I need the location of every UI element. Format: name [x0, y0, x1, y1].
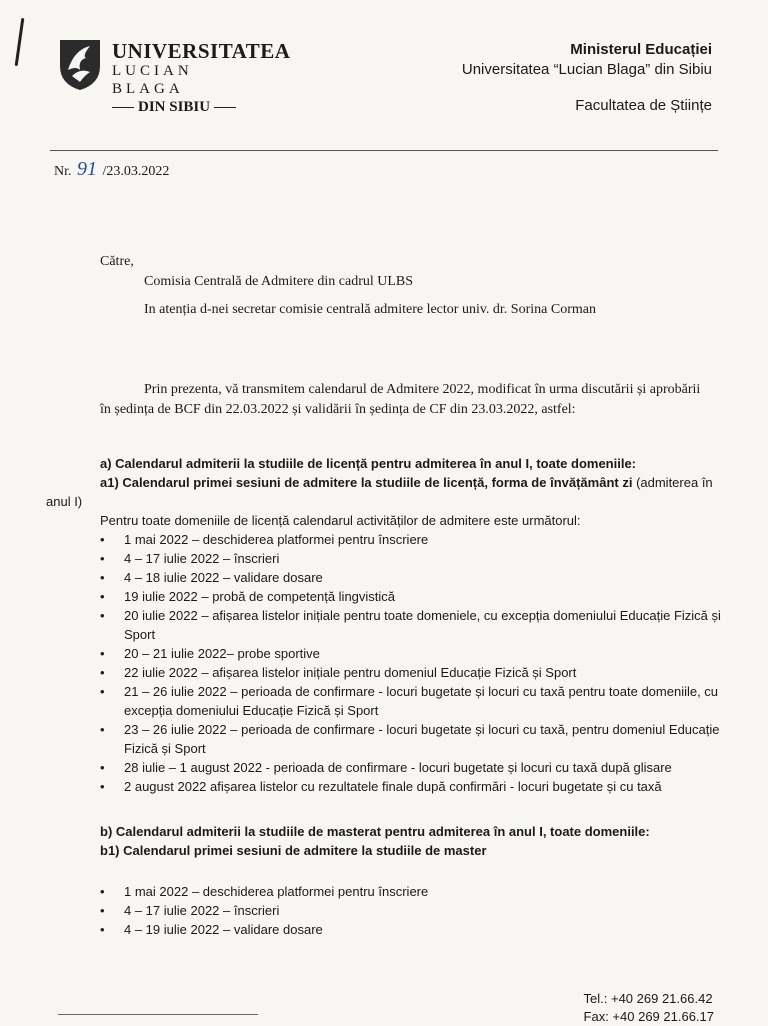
section-a [46, 454, 728, 796]
list-item-text: – probă de competență lingvistică [197, 589, 396, 604]
section-a1-title: a1) Calendarul primei sesiuni de admitere la studiile de licență, forma de învățământ zi [100, 475, 633, 490]
list-item [100, 568, 728, 587]
list-item-date: 2 august 2022 [124, 779, 207, 794]
wordmark-rule-right [214, 107, 236, 108]
faculty-name: Facultatea de Științe [575, 97, 712, 114]
ministry-name: Ministerul Educației [570, 41, 712, 58]
list-item [100, 920, 728, 939]
list-item [100, 901, 728, 920]
wordmark-line-1: UNIVERSITATEA [112, 39, 291, 63]
list-item-text: afișarea listelor cu rezultatele finale după confirmări - locuri bugetate și cu taxă [206, 779, 662, 794]
list-item [100, 606, 728, 644]
section-b1-title: b1) Calendarul primei sesiuni de admitere la studiile de master [100, 843, 487, 858]
registration-number [54, 158, 169, 181]
section-b-title: b) Calendarul admiterii la studiile de masterat pentru admiterea în anul I, toate domeniile: [100, 824, 650, 839]
wordmark-rule-left [112, 107, 134, 108]
reference-prefix: Nr. [54, 164, 72, 179]
list-item [100, 758, 728, 777]
section-a-title: a) Calendarul admiterii la studiile de licență pentru admiterea în anul I, toate domeniile: [100, 456, 637, 471]
phone-number: Tel.: +40 269 21.66.42 [583, 991, 713, 1006]
list-item [100, 777, 728, 796]
section-a1-heading [46, 473, 728, 511]
list-item-text: – perioada de confirmare - locuri bugetate și locuri cu taxă pentru toate domeniile, cu excepția domeniului Educație Fizică și Sport [124, 684, 719, 718]
section-a-lead: Pentru toate domeniile de licență calendarul activităților de admitere este următorul: [100, 513, 581, 528]
institution-header [462, 40, 712, 116]
list-item-date: 4 – 17 iulie 2022 [124, 551, 220, 566]
list-item-date: 23 – 26 iulie 2022 [124, 722, 227, 737]
section-a-list [46, 530, 728, 796]
list-item-date: 4 – 17 iulie 2022 [124, 903, 220, 918]
list-item-text: – deschiderea platformei pentru înscriere [188, 884, 429, 899]
list-item [100, 530, 728, 549]
greeting: Către, [100, 254, 134, 269]
list-item-date: 20 – 21 iulie 2022 [124, 646, 227, 661]
intro-paragraph: Prin prezenta, vă transmitem calendarul de Admitere 2022, modificat în urma discutării și aprobării în ședința de BCF din 22.03.2022 și validării în ședința de CF din 23.03.2022, astfel: [100, 382, 701, 417]
list-item [100, 549, 728, 568]
list-item-text: – perioada de confirmare - locuri bugetate și locuri cu taxă, pentru domeniul Educație Fizică și Sport [124, 722, 720, 756]
list-item-text: – validare dosare [219, 922, 323, 937]
university-wordmark [112, 39, 291, 116]
list-item [100, 663, 728, 682]
list-item [100, 882, 728, 901]
list-item-date: 19 iulie 2022 [124, 589, 198, 604]
list-item-text: – afișarea listelor inițiale pentru domeniul Educație Fizică și Sport [197, 665, 577, 680]
list-item [100, 644, 728, 663]
list-item-text: – înscrieri [219, 551, 280, 566]
fax-number: Fax: +40 269 21.66.17 [583, 1009, 714, 1024]
section-b [46, 822, 728, 939]
wordmark-line-2: LUCIAN BLAGA [112, 63, 193, 97]
list-item-text: - perioada de confirmare - locuri bugetate și locuri cu taxă după glisare [262, 760, 672, 775]
reference-date: /23.03.2022 [102, 164, 170, 179]
list-item-date: 4 – 19 iulie 2022 [124, 922, 220, 937]
list-item-text: – deschiderea platformei pentru înscriere [188, 532, 429, 547]
recipient-line-2: In atenția d-nei secretar comisie centrală admitere lector univ. dr. Sorina Corman [144, 302, 596, 317]
university-logo-icon [56, 36, 104, 92]
list-item-date: 1 mai 2022 [124, 884, 189, 899]
list-item-date: 4 – 18 iulie 2022 [124, 570, 220, 585]
list-item-text: – probe sportive [226, 646, 320, 661]
list-item-text: – afișarea listelor inițiale pentru toate domeniele, cu excepția domeniului Educație Fizică și Sport [124, 608, 721, 642]
handwritten-mark [15, 18, 25, 66]
list-item [100, 682, 728, 720]
section-b-list [46, 882, 728, 939]
list-item [100, 587, 728, 606]
contact-block [584, 990, 714, 1026]
university-full-name: Universitatea “Lucian Blaga” din Sibiu [461, 61, 712, 78]
list-item [100, 720, 728, 758]
section-a1-note: (admiterea în anul I) [46, 475, 713, 509]
list-item-date: 21 – 26 iulie 2022 [124, 684, 227, 699]
wordmark-line-3 [112, 98, 272, 116]
list-item-date: 20 iulie 2022 [124, 608, 198, 623]
list-item-text: – înscrieri [219, 903, 280, 918]
reference-number: 91 [77, 158, 97, 180]
header-divider [50, 150, 718, 151]
footer-divider [58, 1014, 258, 1015]
recipient-line-1: Comisia Centrală de Admitere din cadrul ULBS [144, 274, 414, 289]
list-item-date: 1 mai 2022 [124, 532, 189, 547]
list-item-date: 28 iulie – 1 august 2022 [124, 760, 263, 775]
wordmark-line-3-text: DIN SIBIU [138, 99, 211, 115]
list-item-date: 22 iulie 2022 [124, 665, 198, 680]
list-item-text: – validare dosare [219, 570, 323, 585]
